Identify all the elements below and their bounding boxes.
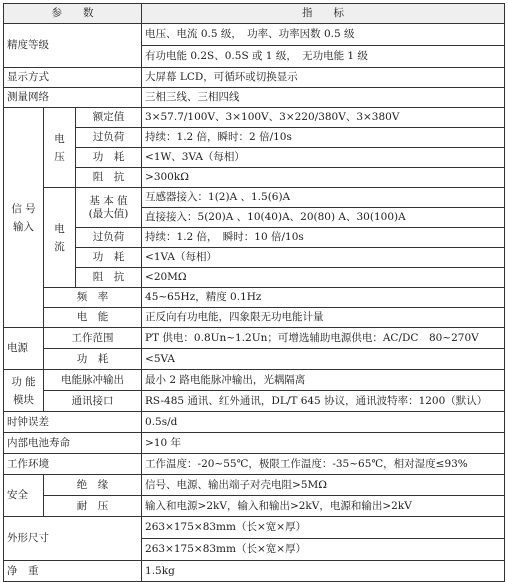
weight-value: 1.5kg [142,561,505,582]
signal-input-label-line-2: 输入 [13,220,34,233]
frequency-row [4,288,505,308]
voltage-rated-value: 3×57.7/100V、3×100V、3×220/380V、3×380V [142,108,505,128]
current-basic-value-2: 直接接入：5(20)A 、10(40)A、20(80) A、30(100)A [142,208,505,228]
frequency-value: 45~65Hz，精度 0.1Hz [142,288,505,308]
frequency-label: 频 率 [44,288,142,308]
signal-input-label [4,108,44,328]
dimensions-value-2: 263×175×83mm（长×宽×厚） [142,539,505,561]
header-param: 参 数 [4,4,142,24]
power-consumption-row [4,349,505,370]
current-basic-value-1: 互感器接入：1(2)A 、1.5(6)A [142,188,505,208]
environment-label: 工作环境 [4,454,142,475]
voltage-impedance-row [4,168,505,188]
voltage-power-row [4,148,505,168]
accuracy-label: 精度等级 [4,24,142,68]
function-module-label-line-2: 模块 [13,393,34,406]
spec-table [3,3,505,582]
withstand-value: 输入和电源>2kV，输入和输出>2kV，电源和输出>2kV [142,496,505,517]
header-spec: 指 标 [142,4,505,24]
accuracy-row-1 [4,24,505,46]
pulse-output-value: 最小 2 路电能脉冲输出，光耦隔离 [142,370,505,391]
current-basic-label-line-2: (最大值) [88,207,129,220]
voltage-rated-label: 额定值 [76,108,142,128]
environment-value: 工作温度：-20~55℃，极限工作温度：-35~65℃，相对湿度≤93% [142,454,505,475]
pulse-output-row [4,370,505,391]
current-group-char-2: 流 [54,240,65,253]
accuracy-value-2: 有功电能 0.2S、0.5S 或 1 级， 无功电能 1 级 [142,46,505,68]
voltage-overload-row [4,128,505,148]
voltage-power-value: <1W、3VA（每相） [142,148,505,168]
insulation-value: 信号、电源、输出端子对壳电阻>5MΩ [142,475,505,496]
voltage-rated-row [4,108,505,128]
environment-row [4,454,505,475]
power-range-row [4,328,505,349]
dimensions-label: 外形尺寸 [4,517,142,561]
current-power-value: <1VA（每相） [142,248,505,268]
power-range-value: PT 供电：0.8Un~1.2Un；可增选辅助电源供电：AC/DC 80~270V [142,328,505,349]
signal-input-label-line-1: 信 号 [11,202,36,215]
current-basic-label [76,188,142,228]
dimensions-row-1 [4,517,505,539]
battery-label: 内部电池寿命 [4,433,142,454]
current-impedance-row [4,268,505,288]
insulation-row [4,475,505,496]
voltage-power-label: 功 耗 [76,148,142,168]
clock-row [4,412,505,433]
energy-label: 电 能 [44,308,142,328]
dimensions-value-1: 263×175×83mm（长×宽×厚） [142,517,505,539]
voltage-overload-value: 持续：1.2 倍，瞬时：2 倍/10s [142,128,505,148]
insulation-label: 绝 缘 [44,475,142,496]
pulse-output-label: 电能脉冲输出 [44,370,142,391]
comm-interface-label: 通讯接口 [44,391,142,412]
power-supply-label: 电源 [4,328,44,370]
display-label: 显示方式 [4,68,142,88]
energy-value: 正反向有功电能，四象限无功电能计量 [142,308,505,328]
comm-interface-row [4,391,505,412]
weight-row [4,561,505,582]
function-module-label-line-1: 功 能 [11,375,36,388]
weight-label: 净 重 [4,561,142,582]
voltage-group-char-1: 电 [54,132,65,145]
withstand-row [4,496,505,517]
battery-value: >10 年 [142,433,505,454]
current-basic-label-line-1: 基 本 值 [89,194,128,207]
accuracy-value-1: 电压、电流 0.5 级， 功率、功率因数 0.5 级 [142,24,505,46]
safety-label: 安全 [4,475,44,517]
power-consumption-label: 功 耗 [44,349,142,370]
function-module-label [4,370,44,412]
current-impedance-value: <20MΩ [142,268,505,288]
current-overload-value: 持续：1.2 倍， 瞬时：10 倍/10s [142,228,505,248]
power-consumption-value: <5VA [142,349,505,370]
voltage-impedance-label: 阻 抗 [76,168,142,188]
voltage-impedance-value: >300kΩ [142,168,505,188]
withstand-label: 耐 压 [44,496,142,517]
current-group-label [44,188,76,288]
voltage-group-char-2: 压 [54,150,65,163]
clock-value: 0.5s/d [142,412,505,433]
display-row [4,68,505,88]
network-row [4,88,505,108]
current-overload-row [4,228,505,248]
current-power-label: 功 耗 [76,248,142,268]
current-basic-row-1 [4,188,505,208]
voltage-group-label [44,108,76,188]
energy-row [4,308,505,328]
current-group-char-1: 电 [54,222,65,235]
battery-row [4,433,505,454]
comm-interface-value: RS-485 通讯、红外通讯，DL/T 645 协议，通讯波特率：1200（默认） [142,391,505,412]
current-impedance-label: 阻 抗 [76,268,142,288]
network-label: 测量网络 [4,88,142,108]
clock-label: 时钟误差 [4,412,142,433]
current-power-row [4,248,505,268]
current-overload-label: 过负荷 [76,228,142,248]
header-row [4,4,505,24]
network-value: 三相三线、三相四线 [142,88,505,108]
voltage-overload-label: 过负荷 [76,128,142,148]
display-value: 大屏幕 LCD，可循环或切换显示 [142,68,505,88]
power-range-label: 工作范围 [44,328,142,349]
